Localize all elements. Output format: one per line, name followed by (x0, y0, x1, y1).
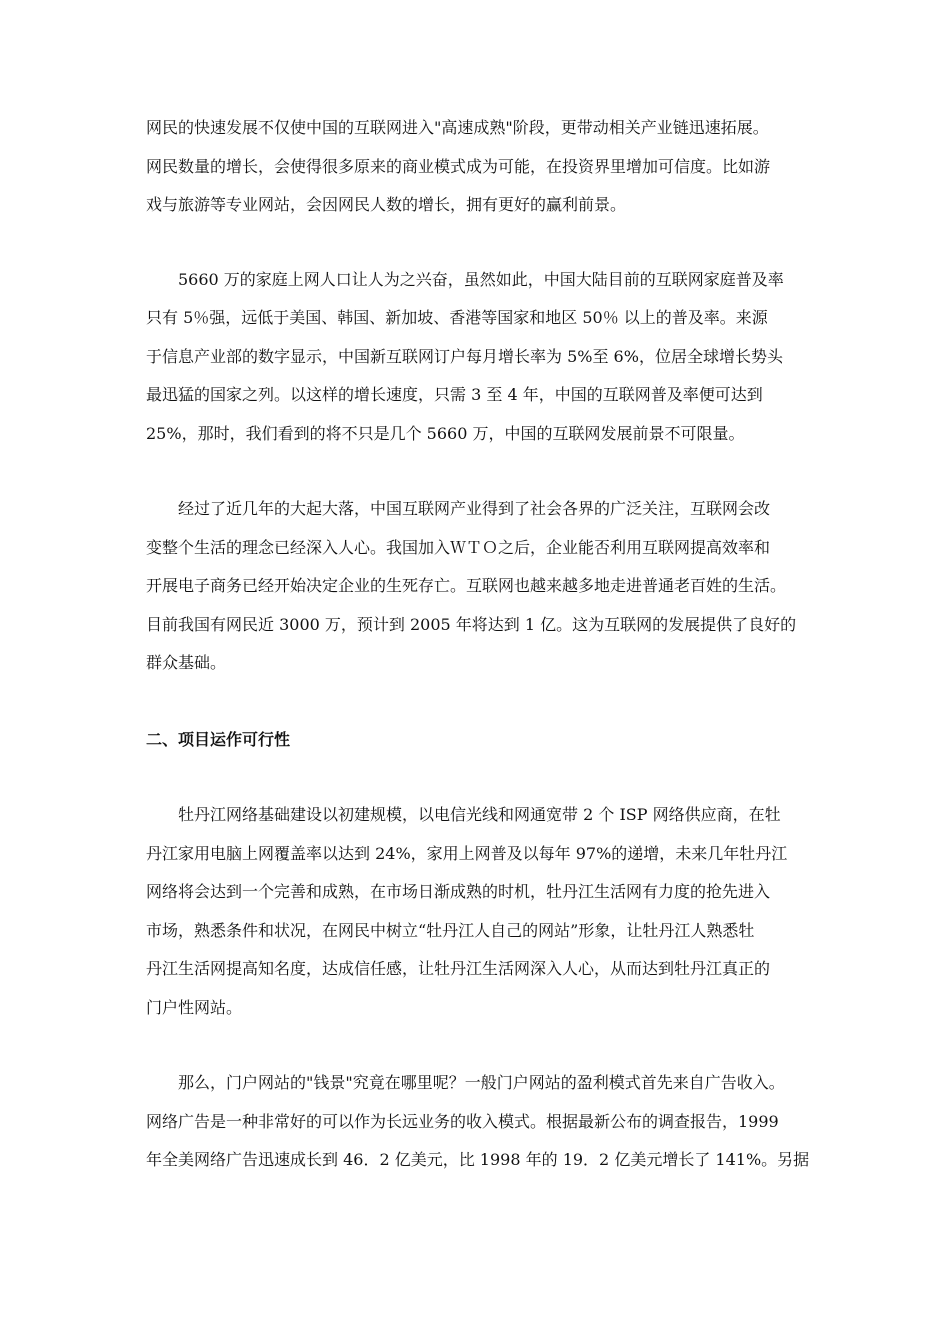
paragraph-1-line-2: 网民数量的增长，会使得很多原来的商业模式成为可能，在投资界里增加可信度。比如游 (146, 157, 771, 176)
paragraph-2-line-1: 5660 万的家庭上网人口让人为之兴奋，虽然如此，中国大陆目前的互联网家庭普及率 (178, 270, 784, 289)
paragraph-1-line-1: 网民的快速发展不仅使中国的互联网进入"高速成熟"阶段，更带动相关产业链迅速拓展。 (146, 118, 769, 137)
paragraph-4-line-2: 丹江家用电脑上网覆盖率以达到 24%，家用上网普及以每年 97%的递增，未来几年牡丹江 (146, 844, 788, 863)
paragraph-4-line-4: 市场，熟悉条件和状况，在网民中树立“牡丹江人自己的网站”形象，让牡丹江人熟悉牡 (146, 921, 755, 940)
paragraph-2-line-4: 最迅猛的国家之列。以这样的增长速度，只需 3 至 4 年，中国的互联网普及率便可达到 (146, 385, 763, 404)
paragraph-4-line-5: 丹江生活网提高知名度，达成信任感，让牡丹江生活网深入人心，从而达到牡丹江真正的 (146, 959, 771, 978)
section-heading: 二、项目运作可行性 (146, 730, 291, 749)
paragraph-2-line-5: 25%，那时，我们看到的将不只是几个 5660 万，中国的互联网发展前景不可限量。 (146, 424, 745, 443)
paragraph-3-line-5: 群众基础。 (146, 653, 227, 672)
paragraph-5-line-1: 那么，门户网站的"钱景"究竟在哪里呢？一般门户网站的盈利模式首先来自广告收入。 (178, 1073, 785, 1092)
paragraph-1-line-3: 戏与旅游等专业网站，会因网民人数的增长，拥有更好的赢利前景。 (146, 195, 627, 214)
paragraph-3-line-3: 开展电子商务已经开始决定企业的生死存亡。互联网也越来越多地走进普通老百姓的生活。 (146, 576, 787, 595)
paragraph-4-line-1: 牡丹江网络基础建设以初建规模，以电信光线和网通宽带 2 个 ISP 网络供应商，在牡 (178, 805, 781, 824)
paragraph-3-line-4: 目前我国有网民近 3000 万，预计到 2005 年将达到 1 亿。这为互联网的发展提供了良好的 (146, 615, 797, 634)
paragraph-5-line-3: 年全美网络广告迅速成长到 46．2 亿美元，比 1998 年的 19．2 亿美元增长了 141%。另据 (146, 1150, 810, 1169)
paragraph-4-line-6: 门户性网站。 (146, 998, 243, 1017)
paragraph-5-line-2: 网络广告是一种非常好的可以作为长远业务的收入模式。根据最新公布的调查报告，1999 (146, 1112, 779, 1131)
paragraph-3-line-1: 经过了近几年的大起大落，中国互联网产业得到了社会各界的广泛关注，互联网会改 (178, 499, 771, 518)
paragraph-2-line-3: 于信息产业部的数字显示，中国新互联网订户每月增长率为 5%至 6%，位居全球增长势头 (146, 347, 783, 366)
paragraph-4-line-3: 网络将会达到一个完善和成熟，在市场日渐成熟的时机，牡丹江生活网有力度的抢先进入 (146, 882, 771, 901)
paragraph-2-line-2: 只有 5％强，远低于美国、韩国、新加坡、香港等国家和地区 50％ 以上的普及率。来源 (146, 308, 768, 327)
paragraph-3-line-2: 变整个生活的理念已经深入人心。我国加入ＷＴＯ之后，企业能否利用互联网提高效率和 (146, 538, 771, 557)
